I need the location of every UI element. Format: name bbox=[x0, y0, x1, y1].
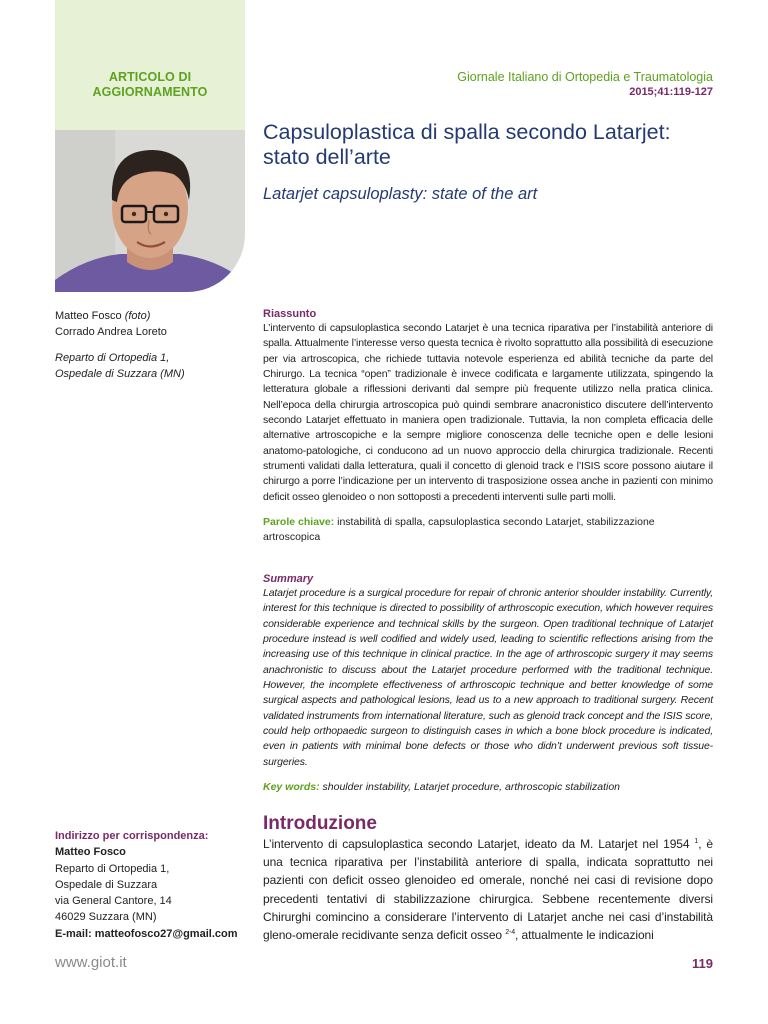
riassunto-text: L’intervento di capsuloplastica secondo Latarjet è una tecnica riparativa per l’instabilità anteriore di spalla. Attualmente l’interesse verso questa tecnica è rivolto soprattutto alla possibilità di esecuzione per via artroscopica, che richiede tuttavia notevole esperienza ed abilità tecniche da parte del Chirurgo. La tecnica “open” tradizionale è invece codificata e largamente utilizzata, spingendo la letteratura globale a riflessioni derivanti dal sempre più frequente utilizzo nella pratica clinica. Nell’epoca della chirurgia artroscopica può quindi sembrare anacronistico discutere dell’intervento secondo Latarjet effettuato in maniera open tradizionale. Tuttavia, la non completa efficacia delle alternative artroscopiche e la sempre migliore conoscenza delle tecniche open e delle lesioni anatomo-patologiche, ci conducono ad un nuovo approccio della chirurgica tradizionale. Recenti strumenti validati dalla letteratura, quali il concetto di glenoid track e l’ISIS score possono aiutare il chirurgo a porre l’indicazione per un intervento di trasposizione ossea anche in pazienti con minimo deficit osseo glenoideo o non sottoposti a precedenti interventi sulle parti molli. bbox=[263, 322, 714, 503]
correspondence-email: E-mail: matteofosco27@gmail.com bbox=[55, 927, 238, 940]
keywords-label: Parole chiave: bbox=[263, 516, 335, 529]
address-line: Ospedale di Suzzara bbox=[55, 878, 158, 891]
author-photo bbox=[55, 130, 245, 292]
address-line: 46029 Suzzara (MN) bbox=[55, 911, 157, 924]
section-panel bbox=[55, 0, 245, 130]
keywords-label: Key words: bbox=[263, 781, 320, 794]
riassunto-heading: Riassunto bbox=[263, 308, 317, 320]
affiliation-line: Reparto di Ortopedia 1, bbox=[55, 352, 170, 364]
intro-section bbox=[263, 813, 713, 944]
intro-text-part: , attualmente le indicazioni bbox=[515, 928, 654, 943]
intro-text-part: L’intervento di capsuloplastica secondo Latarjet, ideato da M. Latarjet nel 1954 bbox=[263, 837, 690, 851]
correspondence-heading: Indirizzo per corrispondenza: bbox=[55, 830, 209, 842]
riassunto-keywords bbox=[263, 515, 713, 545]
address-line: via General Cantore, 14 bbox=[55, 895, 172, 908]
affiliation-line: Ospedale di Suzzara (MN) bbox=[55, 368, 185, 380]
keywords-text: instabilità di spalla, capsuloplastica secondo Latarjet, stabilizzazione artroscopica bbox=[263, 516, 655, 544]
journal-name: Giornale Italiano di Ortopedia e Traumatologia bbox=[457, 70, 713, 84]
correspondence-name: Matteo Fosco bbox=[55, 846, 126, 859]
author-line-1 bbox=[55, 308, 245, 324]
address-line: Reparto di Ortopedia 1, bbox=[55, 862, 170, 875]
author-name: Matteo Fosco bbox=[55, 310, 122, 322]
author-list bbox=[55, 308, 245, 340]
citation-ref: 1 bbox=[694, 838, 699, 845]
page-number: 119 bbox=[692, 956, 713, 971]
section-label: ARTICOLO DI AGGIORNAMENTO bbox=[92, 70, 208, 99]
intro-heading: Introduzione bbox=[263, 813, 377, 834]
keywords-text: shoulder instability, Latarjet procedure, arthroscopic stabilization bbox=[322, 781, 620, 794]
citation-ref: 2-4 bbox=[505, 929, 516, 937]
summary-section bbox=[263, 572, 713, 795]
summary-text: Latarjet procedure is a surgical procedure for repair of chronic anterior shoulder instability. Currently, interest for this technique is directed to possibility of arthroscopic execution, which however requires considerable experience and technical skills by the surgeon. Open traditional technique of Latarjet procedure instead is well codified and widely used, leading to scientific reflections arising from the increasing use of this technique in clinical practice. In the age of arthroscopic surgery it may seems anachronistic to discuss about the Latarjet procedure performed with the traditional technique. However, the incomplete effectiveness of arthroscopic technique and better knowledge of some surgical aspects and pathological lesions, lead us to a new approach to traditional surgery. Recent validated instruments from international literature, such as glenoid track concept and the ISIS score, could help orthopaedic surgeon to distinguish cases in which a bone block procedure is indicated, even in patients with minimal bone defects or those who didn’t underwent previous soft tissue-surgeries. bbox=[263, 587, 713, 768]
intro-text-part: , è una tecnica riparativa per l’instabilità anteriore di spalla, indicata soprattutto nei pazienti con deficit osseo glenoideo ed omerale, nonché nei casi di revisione dopo precedenti tentativi di stabilizzazione chirurgica. Sebbene recentemente diversi Chirurghi comincino a considerare l’intervento di Latarjet anche nei casi d’instabilità gleno-omerale recidivante senza deficit osseo bbox=[263, 837, 713, 943]
article-title: Capsuloplastica di spalla secondo Latarjet: stato dell’arte bbox=[263, 120, 671, 169]
author-name: Corrado Andrea Loreto bbox=[55, 326, 167, 338]
author-photo-note: (foto) bbox=[124, 310, 151, 322]
summary-keywords bbox=[263, 780, 713, 795]
intro-text bbox=[263, 835, 713, 944]
summary-heading: Summary bbox=[263, 573, 314, 585]
affiliation bbox=[55, 350, 245, 382]
riassunto-section bbox=[263, 307, 713, 545]
journal-issue: 2015;41:119-127 bbox=[629, 86, 713, 98]
article-subtitle: Latarjet capsuloplasty: state of the art bbox=[263, 185, 538, 203]
correspondence-block bbox=[55, 828, 255, 942]
footer-url: www.giot.it bbox=[55, 954, 127, 971]
